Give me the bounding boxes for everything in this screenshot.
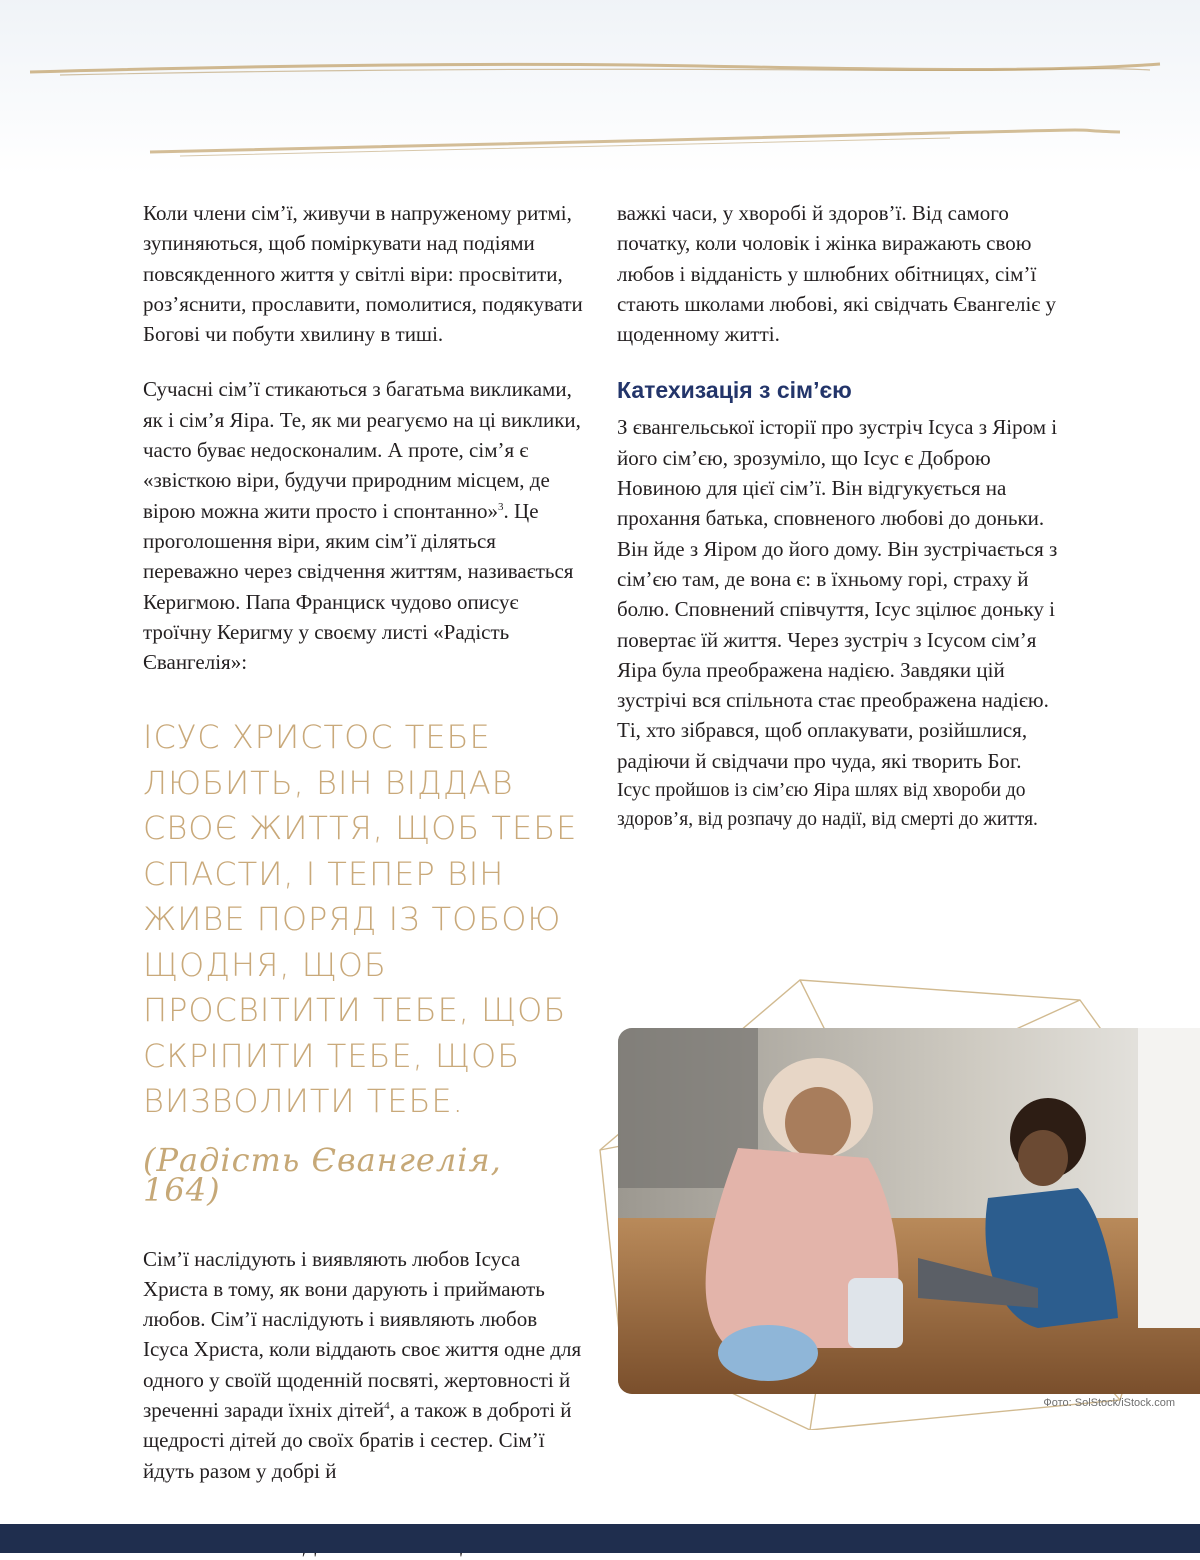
left-column bbox=[143, 198, 583, 1486]
paragraph-closing: Ісус пройшов із сім’єю Яіра шлях від хвороби до здоров’я, від розпачу до надії, від смерті до життя. bbox=[617, 780, 1038, 831]
footnote-ref-4: 4 bbox=[384, 1400, 390, 1413]
paragraph-modern-families-text: Сучасні сім’ї стикаються з багатьма викликами, як і сім’я Яіра. Те, як ми реагуємо на ці виклики, часто буває недосконалим. А проте, сім’я є «звісткою віри, будучи природним місцем, де вірою можна жити просто і спонтанно» bbox=[143, 377, 581, 523]
photo-illustration-icon bbox=[618, 1028, 1200, 1394]
decorative-brush-header bbox=[0, 0, 1200, 180]
photo-children-rain-boots bbox=[618, 1028, 1200, 1394]
paragraph-continued: важкі часи, у хворобі й здоров’ї. Від самого початку, коли чоловік і жінка виражають свою любов і відданість у шлюбних обітницях, сім’ї стають школами любові, які свідчать Євангеліє у щоденному житті. bbox=[617, 201, 1057, 347]
paragraph-families-imitate bbox=[143, 1244, 583, 1486]
paragraph-families-imitate-text: Сім’ї наслідують і виявляють любов Ісуса Христа в тому, як вони дарують і приймають любов. Сім’ї наслідують і виявляють любов Ісуса Христа, коли віддають своє життя одне для одного у своїй щоденній посвяті, жертовності й зреченні заради їхніх дітей bbox=[143, 1246, 582, 1423]
pull-quote: ІСУС ХРИСТОС ТЕБЕ ЛЮБИТЬ, ВІН ВІДДАВ СВОЄ ЖИТТЯ, ЩОБ ТЕБЕ СПАСТИ, І ТЕПЕР ВІН ЖИВЕ ПОРЯД ІЗ ТОБОЮ ЩОДНЯ, ЩОБ ПРОСВІТИТИ ТЕБЕ, ЩОБ СКРІПИТИ ТЕБЕ, ЩОБ ВИЗВОЛИТИ ТЕБЕ. bbox=[143, 718, 578, 1121]
paragraph-jairus-story: З євангельської історії про зустріч Ісуса з Яіром і його сім’єю, зрозуміло, що Ісус є Доброю Новиною для цієї сім’ї. Він відгукується на прохання батька, сповненого любові до доньки. Він йде з Яіром до його дому. Він зустрічається з сім’єю там, де вона є: в їхньому горі, страху й болю. Сповнений співчуття, Ісус зцілює доньку і повертає їй життя. Через зустріч з Ісусом сім’я Яіра була преображена надією. Завдяки цій зустрічі вся спільнота стає преображена надією. Ті, хто зібрався, щоб оплакувати, розійшлися, радіючи й свідчачи про чуда, які творить Бог. bbox=[617, 415, 1058, 773]
paragraph-modern-families bbox=[143, 374, 583, 677]
pull-quote-source: (Радість Євангелія, 164) bbox=[143, 1140, 502, 1210]
paragraph-modern-families-text-cont: . Це проголошення віри, яким сім’ї діляться переважно через свідчення життям, називається Керигмою. Папа Франциск чудово описує троїчну Керигму у своєму листі «Радість Євангелія»: bbox=[143, 498, 574, 675]
paragraph-intro: Коли члени сім’ї, живучи в напруженому ритмі, зупиняються, щоб поміркувати над подіями повсякденного життя у світлі віри: просвітити, роз’яснити, прославити, помолитися, подякувати Богові чи побути хвилину в тиші. bbox=[143, 201, 583, 347]
footer-bar bbox=[0, 1524, 1200, 1553]
footnote-ref-3: 3 bbox=[498, 500, 504, 513]
section-heading: Катехизація з сім’єю bbox=[617, 377, 852, 404]
paragraph-families-imitate-text-cont: , а також в доброті й щедрості дітей до своїх братів і сестер. Сім’ї йдуть разом у добрі й bbox=[143, 1398, 572, 1483]
photo-credit: Фото: SolStock/iStock.com bbox=[1043, 1397, 1175, 1409]
right-column bbox=[617, 198, 1067, 834]
